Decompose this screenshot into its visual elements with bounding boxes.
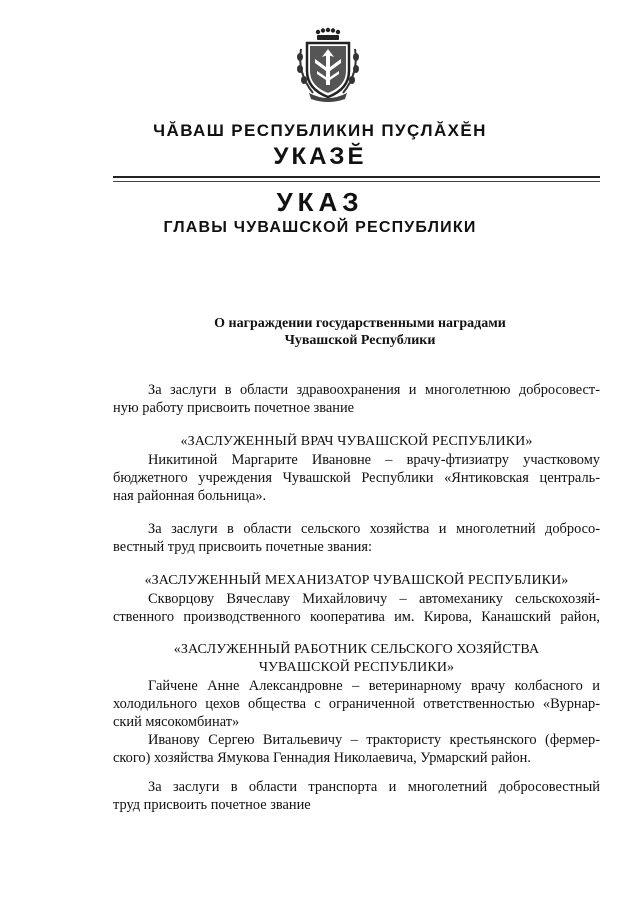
award-title: «ЗАСЛУЖЕННЫЙ ВРАЧ ЧУВАШСКОЙ РЕСПУБЛИКИ» (180, 434, 533, 449)
award-title: ЧУВАШСКОЙ РЕСПУБЛИКИ» (258, 660, 455, 675)
text-line: Никитиной Маргарите Ивановне – врачу-фтизиатру участковому (148, 452, 600, 468)
text-line: ский мясокомбинат» (113, 714, 240, 730)
text-line: Иванову Сергею Витальевичу – трактористу крестьянского (фермер- (148, 732, 600, 748)
paragraph-agriculture (113, 520, 600, 556)
text-line: ную работу присвоить почетное звание (113, 400, 355, 416)
award-block-mechanic (113, 572, 600, 626)
text-line: Гайчене Анне Александровне – ветеринарному врачу колбасного и (148, 678, 600, 694)
award-title: «ЗАСЛУЖЕННЫЙ МЕХАНИЗАТОР ЧУВАШСКОЙ РЕСПУБЛИКИ» (144, 573, 569, 588)
text-line: Скворцову Вячеславу Михайловичу – автомеханику сельскохозяй- (148, 591, 600, 607)
text-line: ственного производственного кооператива им. Кирова, Канашский район, (113, 609, 600, 625)
decree-title (120, 315, 600, 349)
text-line: За заслуги в области сельского хозяйства и многолетний добросо- (148, 521, 600, 537)
text-line: ского) хозяйства Ямукова Геннадия Николаевича, Урмарский район. (113, 750, 531, 766)
award-block-doctor (113, 433, 600, 505)
text-line: За заслуги в области транспорта и многолетний добросовестный (148, 779, 600, 795)
issuer-line: ГЛАВЫ ЧУВАШСКОЙ РЕСПУБЛИКИ (163, 219, 477, 236)
text-line: бюджетного учреждения Чувашской Республики «Янтиковская централь- (113, 470, 600, 486)
paragraph-healthcare (113, 381, 600, 417)
ukaz-title: УКАЗ (276, 187, 364, 217)
text-line: вестный труд присвоить почетные звания: (113, 539, 372, 555)
text-line: труд присвоить почетное звание (113, 797, 311, 813)
header-divider-thick (113, 176, 600, 178)
award-block-agriculture-worker (113, 641, 600, 767)
paragraph-transport (113, 778, 600, 814)
chuvash-header: ЧĂВАШ РЕСПУБЛИКИН ПУÇЛĂХĔН (153, 121, 487, 140)
header-divider-thin (113, 181, 600, 182)
coat-of-arms-emblem (295, 27, 361, 103)
award-title: «ЗАСЛУЖЕННЫЙ РАБОТНИК СЕЛЬСКОГО ХОЗЯЙСТВА (173, 642, 540, 657)
decree-title-line: О награждении государственными наградами (214, 316, 506, 331)
chuvash-ukaze-title: УКАЗĔ (273, 143, 367, 170)
text-line: За заслуги в области здравоохранения и многолетнюю добросовест- (148, 382, 600, 398)
text-line: холодильного цехов общества с ограниченной ответственностью «Вурнар- (113, 696, 600, 712)
decree-title-line: Чувашской Республики (284, 333, 436, 348)
text-line: ная районная больница». (113, 488, 267, 504)
